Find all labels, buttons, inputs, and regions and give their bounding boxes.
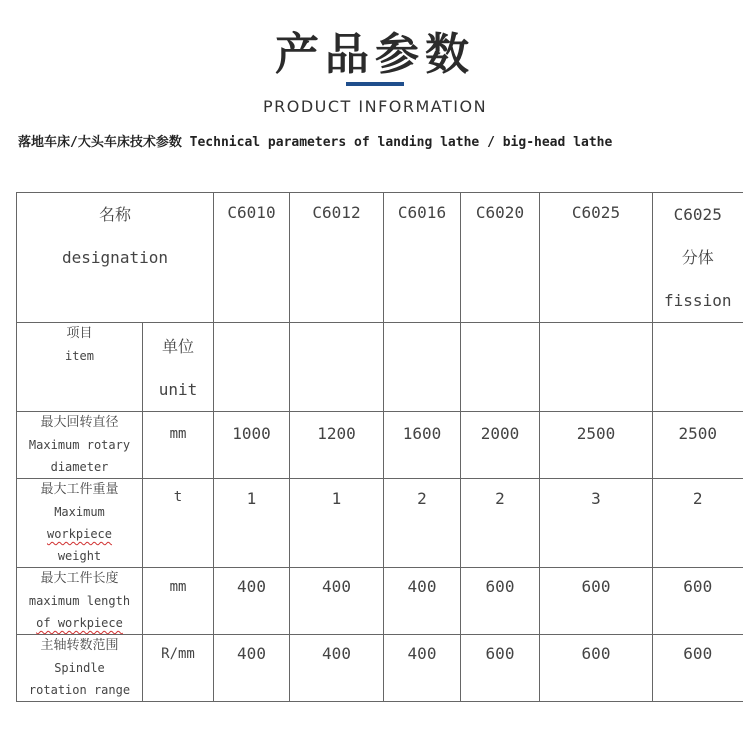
unit-cn: 单位 (161, 337, 194, 356)
value-cell: 1200 (290, 412, 384, 479)
row-label-en: Maximum (54, 505, 105, 519)
item-en: item (65, 349, 94, 363)
model-cell (653, 193, 743, 323)
table-row (17, 635, 743, 702)
model-label: C6020 (475, 203, 525, 222)
model-label: C6016 (397, 203, 447, 222)
model-label: C6010 (227, 203, 276, 222)
model-cell (384, 193, 461, 323)
parameters-table (16, 192, 743, 702)
designation-cn: 名称 (98, 205, 131, 224)
model-label: C6025 (673, 205, 722, 224)
value-cell: 2 (384, 479, 461, 568)
item-cn: 项目 (66, 326, 93, 341)
model-cell (461, 193, 540, 323)
unit-header-cell (143, 323, 214, 412)
value-cell: 2500 (653, 412, 743, 479)
model-variant-cn: 分体 (681, 248, 714, 267)
row-label-en: workpiece (46, 527, 113, 541)
value-cell: 600 (540, 568, 653, 635)
value-cell: 2 (653, 479, 743, 568)
designation-en: designation (62, 248, 168, 267)
table-header-row (17, 193, 743, 323)
value-cell: 600 (461, 635, 540, 702)
row-label-cell (17, 412, 143, 479)
unit-value: R/mm (161, 646, 195, 662)
title-underline (346, 82, 404, 86)
item-header-cell (17, 323, 143, 412)
row-label-cn: 最大工件长度 (40, 571, 119, 586)
row-label-cn: 主轴转数范围 (40, 638, 119, 653)
value-cell: 1 (290, 479, 384, 568)
row-label-en: weight (57, 549, 102, 563)
value-cell: 1 (214, 479, 290, 568)
value-cell: 1000 (214, 412, 290, 479)
value-cell: 400 (290, 568, 384, 635)
table-row (17, 412, 743, 479)
model-variant-en: fission (664, 291, 732, 310)
value-cell: 400 (214, 568, 290, 635)
table-row (17, 479, 743, 568)
designation-cell (17, 193, 214, 323)
row-label-cell (17, 479, 143, 568)
unit-value: t (173, 489, 183, 505)
unit-value: mm (169, 426, 187, 442)
row-label-en: Spindle (54, 661, 105, 675)
unit-en: unit (158, 380, 198, 399)
table-heading: 落地车床/大头车床技术参数 Technical parameters of landing lathe / big-head lathe (18, 135, 613, 150)
value-cell: 600 (653, 568, 743, 635)
row-label-cn: 最大工件重量 (40, 482, 119, 497)
value-cell: 400 (290, 635, 384, 702)
row-label-en: Maximum rotary (28, 438, 131, 452)
value-cell: 2500 (540, 412, 653, 479)
model-cell (540, 193, 653, 323)
row-label-cell (17, 568, 143, 635)
table-row (17, 568, 743, 635)
page-title: 产品参数 (275, 29, 475, 80)
value-cell: 2 (461, 479, 540, 568)
model-cell (214, 193, 290, 323)
value-cell: 1600 (384, 412, 461, 479)
row-label-en: maximum length (28, 594, 131, 608)
value-cell: 600 (461, 568, 540, 635)
model-label: C6012 (312, 203, 361, 222)
row-label-en: diameter (50, 460, 109, 474)
item-unit-row (17, 323, 743, 412)
value-cell: 600 (540, 635, 653, 702)
unit-cell (143, 412, 214, 479)
value-cell: 3 (540, 479, 653, 568)
row-label-en: of workpiece (36, 616, 123, 630)
unit-value: mm (169, 579, 187, 595)
unit-cell (143, 635, 214, 702)
value-cell: 400 (384, 635, 461, 702)
model-label: C6025 (571, 203, 621, 222)
page-subtitle: PRODUCT INFORMATION (262, 97, 488, 116)
value-cell: 2000 (461, 412, 540, 479)
row-label-cell (17, 635, 143, 702)
value-cell: 400 (214, 635, 290, 702)
value-cell: 600 (653, 635, 743, 702)
row-label-en: rotation range (28, 683, 131, 697)
unit-cell (143, 568, 214, 635)
unit-cell (143, 479, 214, 568)
model-cell (290, 193, 384, 323)
row-label-cn: 最大回转直径 (40, 415, 119, 430)
value-cell: 400 (384, 568, 461, 635)
